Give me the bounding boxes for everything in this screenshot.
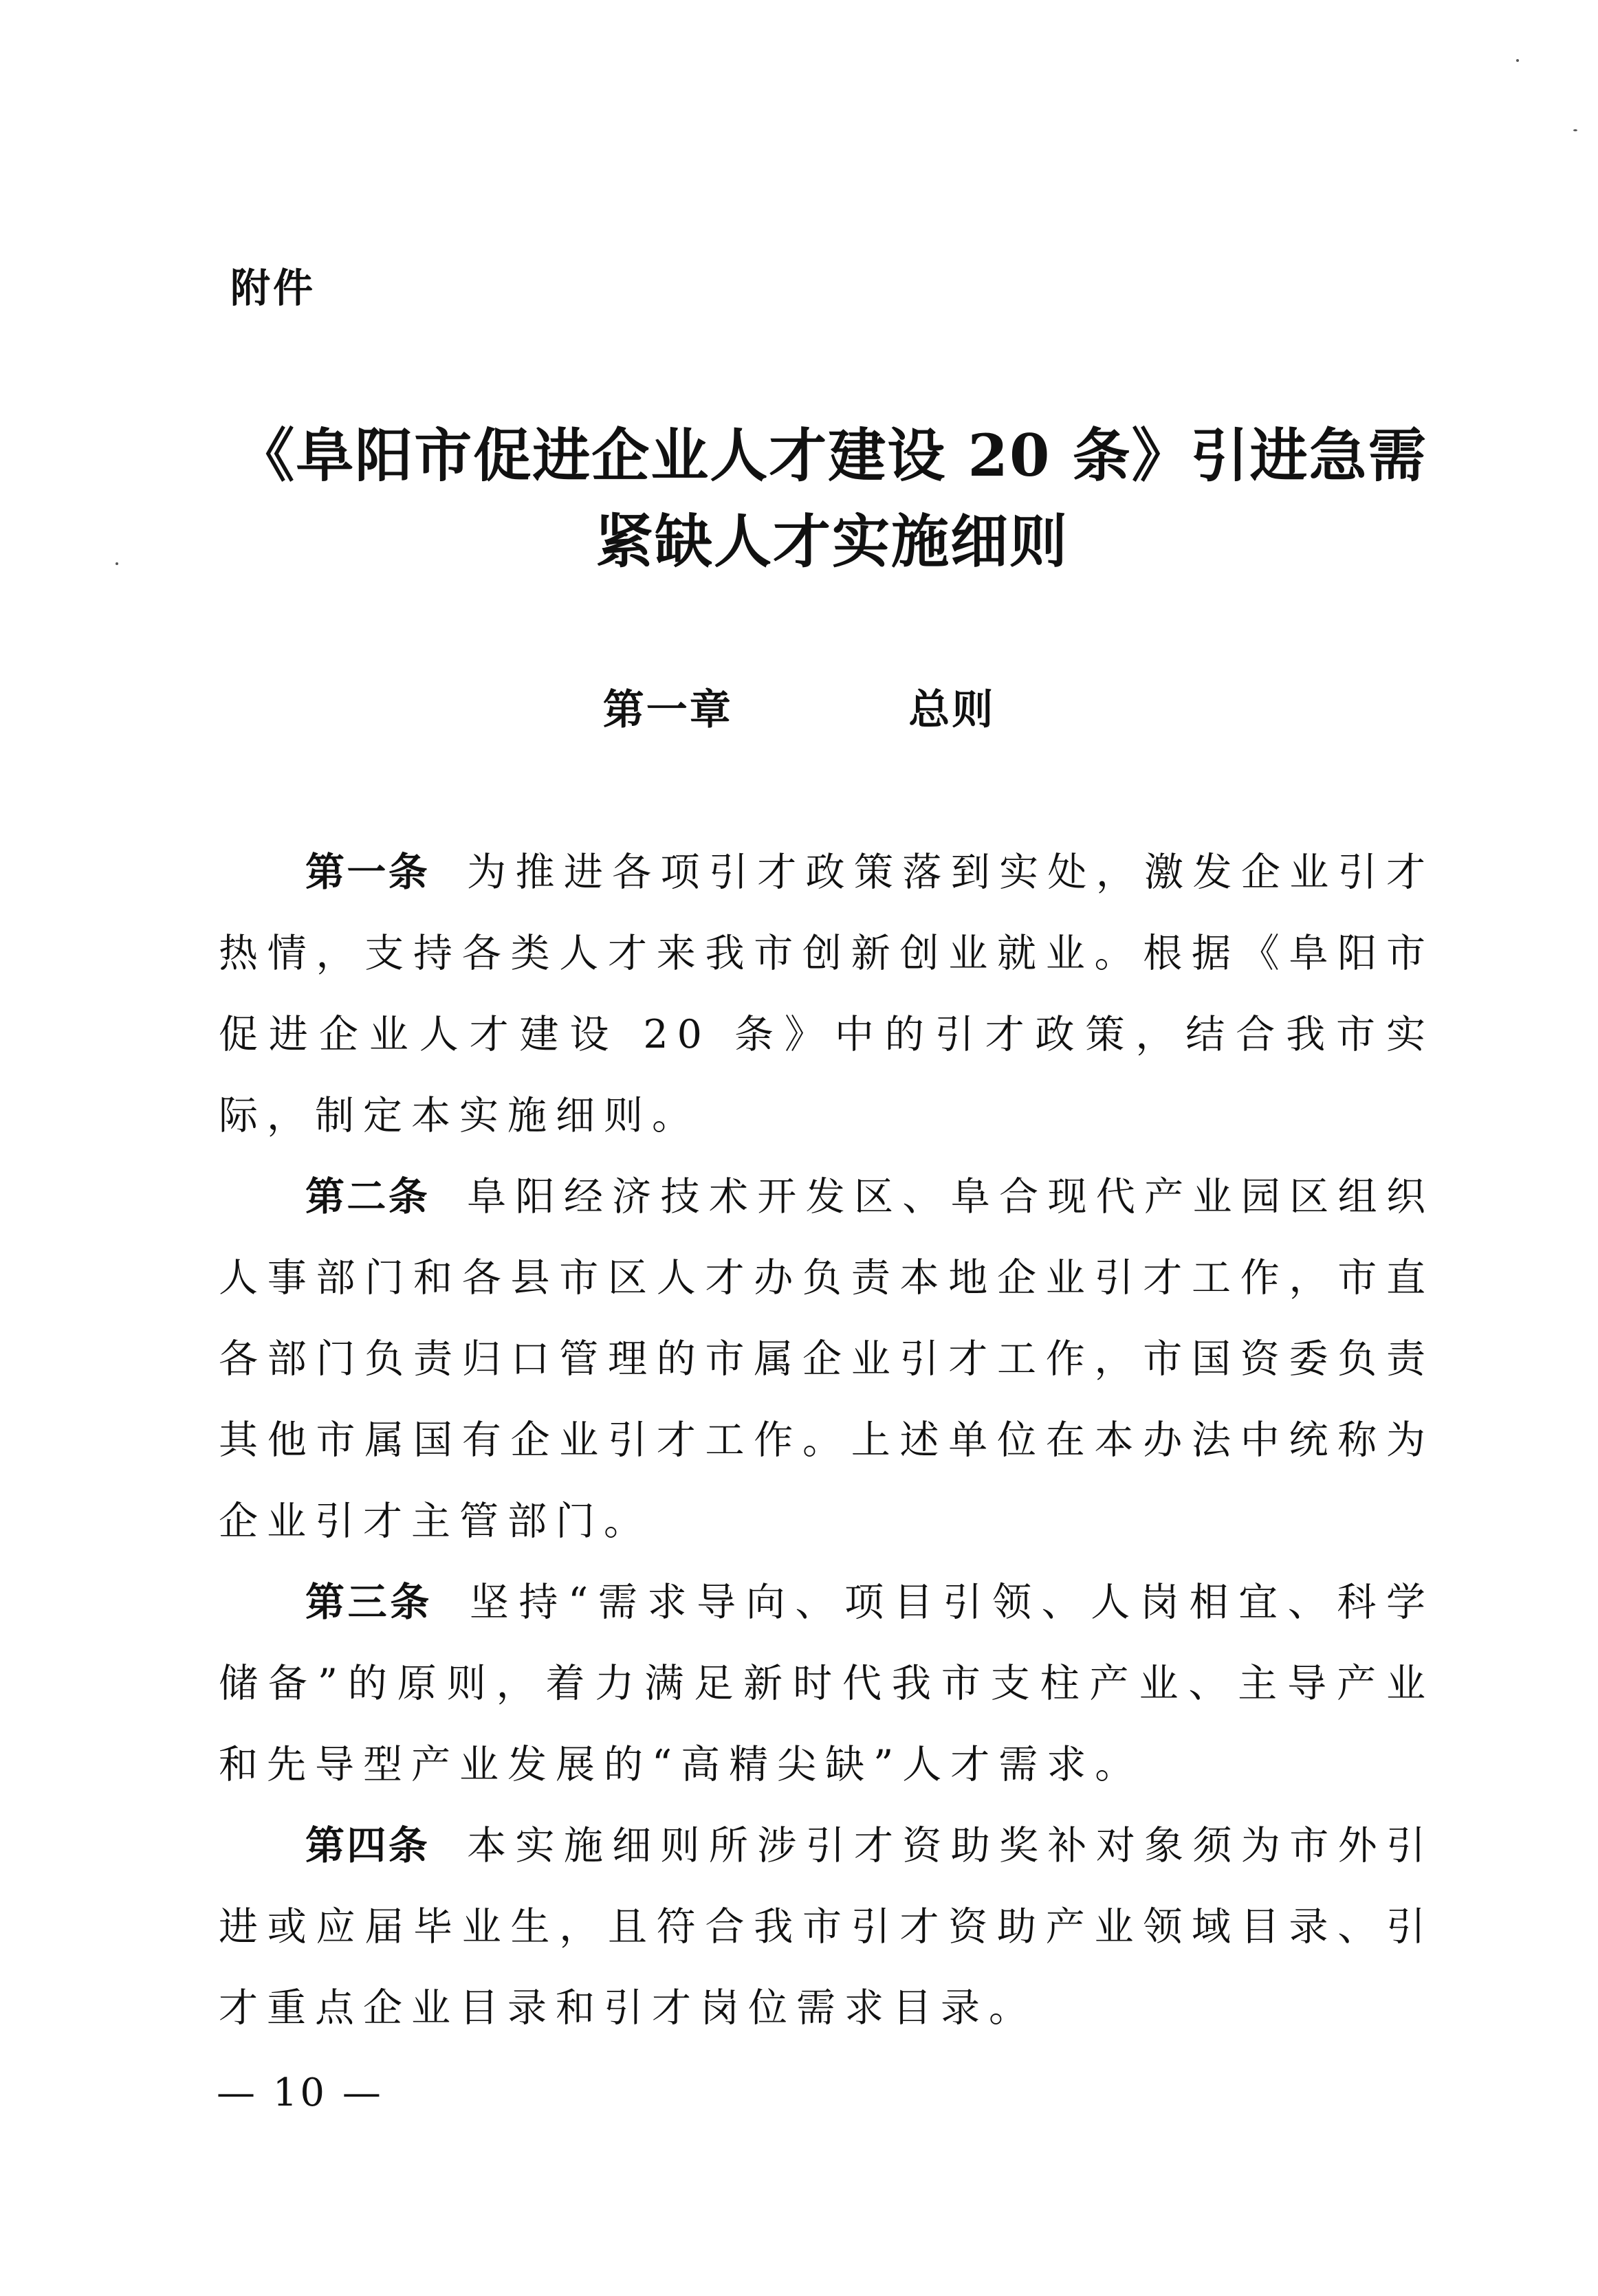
article-2-label: 第二条	[305, 1174, 430, 1219]
document-title-line-2: 紧缺人才实施细则	[595, 507, 1069, 575]
article-3-text: 坚持“需求导向、项目引领、人岗相宜、科学储备”的原则，着力满足新时代我市支柱产业、主导产业和先导型产业发展的“高精尖缺”人才需求。	[219, 1580, 1434, 1787]
scan-speck	[1516, 59, 1519, 62]
article-1-label: 第一条	[305, 850, 430, 895]
article-2	[219, 1156, 1434, 1562]
page-number: — 10 —	[217, 2071, 384, 2115]
article-4	[219, 1805, 1434, 2049]
article-2-text: 阜阳经济技术开发区、阜合现代产业园区组织人事部门和各县市区人才办负责本地企业引才工作，市直各部门负责归口管理的市属企业引才工作，市国资委负责其他市属国有企业引才工作。上述单位在本办法中统称为企业引才主管部门。	[219, 1174, 1435, 1544]
scan-speck	[116, 562, 118, 565]
article-1	[219, 832, 1434, 1156]
attachment-label: 附件	[230, 265, 316, 311]
article-4-label: 第四条	[305, 1823, 430, 1868]
chapter-heading: 第一章 总则	[602, 686, 996, 734]
document-title-line-1: 《阜阳市促进企业人才建设 20 条》引进急需	[237, 421, 1427, 489]
scan-speck	[1573, 129, 1577, 131]
document-body	[219, 832, 1434, 2049]
article-3	[219, 1562, 1434, 1805]
article-3-label: 第三条	[305, 1580, 433, 1625]
article-4-text: 本实施细则所涉引才资助奖补对象须为市外引进或应届毕业生，且符合我市引才资助产业领域目录、引才重点企业目录和引才岗位需求目录。	[219, 1823, 1435, 2031]
article-1-text: 为推进各项引才政策落到实处，激发企业引才热情，支持各类人才来我市创新创业就业。根据《阜阳市促进企业人才建设 20 条》中的引才政策，结合我市实际，制定本实施细则。	[219, 850, 1435, 1138]
